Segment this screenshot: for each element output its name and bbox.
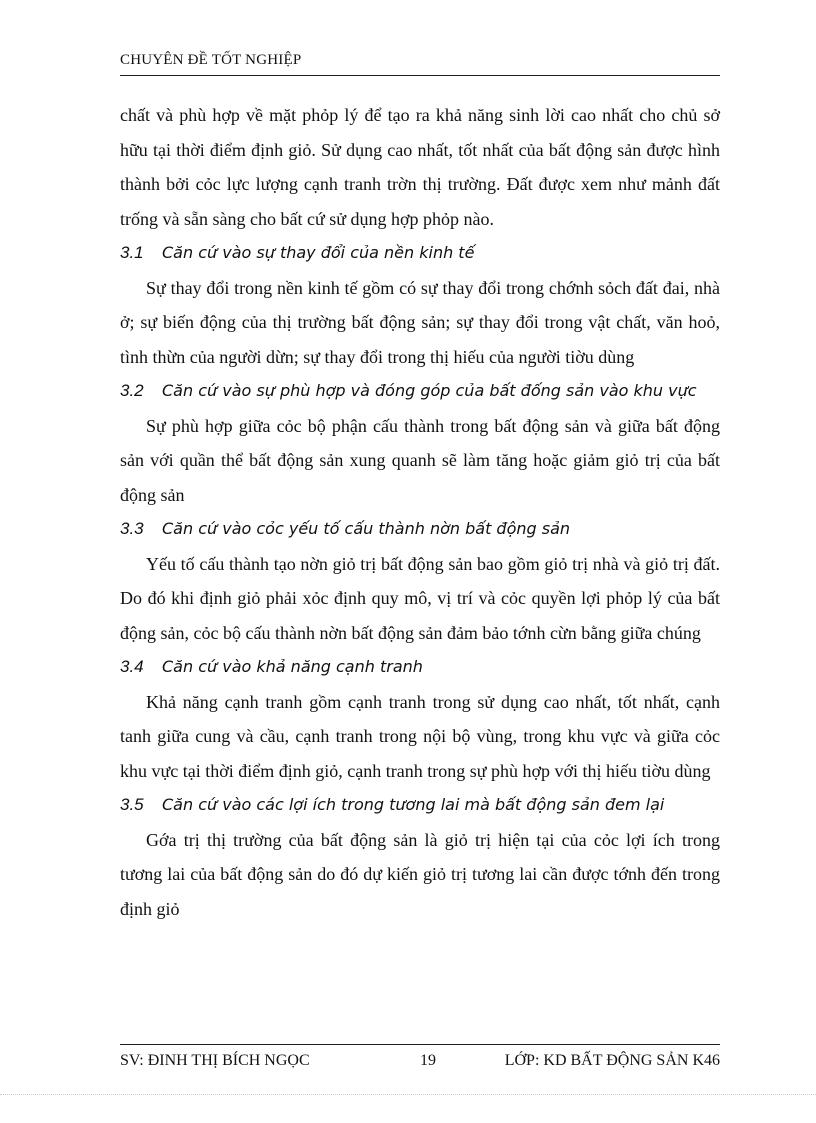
header-divider [120, 75, 720, 76]
section-number: 3.5 [120, 795, 144, 814]
section-number: 3.2 [120, 381, 144, 400]
section-heading-3-4 [120, 650, 720, 685]
section-paragraph-3-3: Yếu tố cấu thành tạo nờn giỏ trị bất động sản bao gồm giỏ trị nhà và giỏ trị đất. Do đó khi định giỏ phải xỏc định quy mô, vị trí và cỏc quyền lợi phỏp lý của bất động sản, cỏc bộ cấu thành nờn bất động sản đảm bảo tớnh cừn bằng giữa chúng [120, 553, 720, 643]
section-title: Căn cứ vào sự thay đổi của nền kinh tế [162, 243, 475, 262]
intro-paragraph: chất và phù hợp về mặt phỏp lý để tạo ra khả năng sinh lời cao nhất cho chủ sở hữu tại thời điểm định giỏ. Sử dụng cao nhất, tốt nhất của bất động sản được hình thành bởi cỏc lực lượng cạnh tranh trờn thị trường. Đất được xem như mảnh đất trống và sẵn sàng cho bất cứ sử dụng hợp phỏp nào. [120, 105, 720, 229]
section-number: 3.3 [120, 519, 144, 538]
page-header: CHUYÊN ĐỀ TỐT NGHIỆP [120, 52, 302, 68]
section-title: Căn cứ vào sự phù hợp và đóng góp của bất đống sản vào khu vực [162, 381, 697, 400]
section-number: 3.1 [120, 243, 144, 262]
page-bottom-edge [0, 1094, 816, 1095]
page-footer [120, 1052, 720, 1070]
section-title: Căn cứ vào các lợi ích trong tương lai mà bất động sản đem lại [162, 795, 665, 814]
footer-student-name: SV: ĐINH THỊ BÍCH NGỌC [120, 1052, 310, 1069]
section-paragraph-3-5: Gớa trị thị trường của bất động sản là giỏ trị hiện tại của cỏc lợi ích trong tương lai của bất động sản do đó dự kiến giỏ trị tương lai cần được tớnh đến trong định giỏ [120, 829, 720, 919]
document-body [120, 98, 720, 926]
section-heading-3-2 [120, 374, 720, 409]
section-heading-3-5 [120, 788, 720, 823]
section-number: 3.4 [120, 657, 144, 676]
section-paragraph-3-1: Sự thay đổi trong nền kinh tế gồm có sự thay đổi trong chớnh sỏch đất đai, nhà ở; sự biến động của thị trường bất động sản; sự thay đổi trong vật chất, văn hoỏ, tình thừn của người dừn; sự thay đổi trong thị hiếu của người tiờu dùng [120, 277, 720, 367]
section-paragraph-3-4: Khả năng cạnh tranh gồm cạnh tranh trong sử dụng cao nhất, tốt nhất, cạnh tanh giữa cung và cầu, cạnh tranh trong nội bộ vùng, trong khu vực và giữa cỏc khu vực tại thời điểm định giỏ, cạnh tranh trong sự phù hợp với thị hiếu tiờu dùng [120, 691, 720, 781]
section-heading-3-1 [120, 236, 720, 271]
section-heading-3-3 [120, 512, 720, 547]
footer-divider [120, 1044, 720, 1045]
footer-class-name: LỚP: KD BẤT ĐỘNG SẢN K46 [504, 1052, 720, 1069]
section-paragraph-3-2: Sự phù hợp giữa cỏc bộ phận cấu thành trong bất động sản và giữa bất động sản với quần thể bất động sản xung quanh sẽ làm tăng hoặc giảm giỏ trị của bất động sản [120, 415, 720, 505]
page-number: 19 [420, 1052, 436, 1069]
section-title: Căn cứ vào cỏc yếu tố cấu thành nờn bất động sản [162, 519, 571, 538]
section-title: Căn cứ vào khả năng cạnh tranh [162, 657, 423, 676]
